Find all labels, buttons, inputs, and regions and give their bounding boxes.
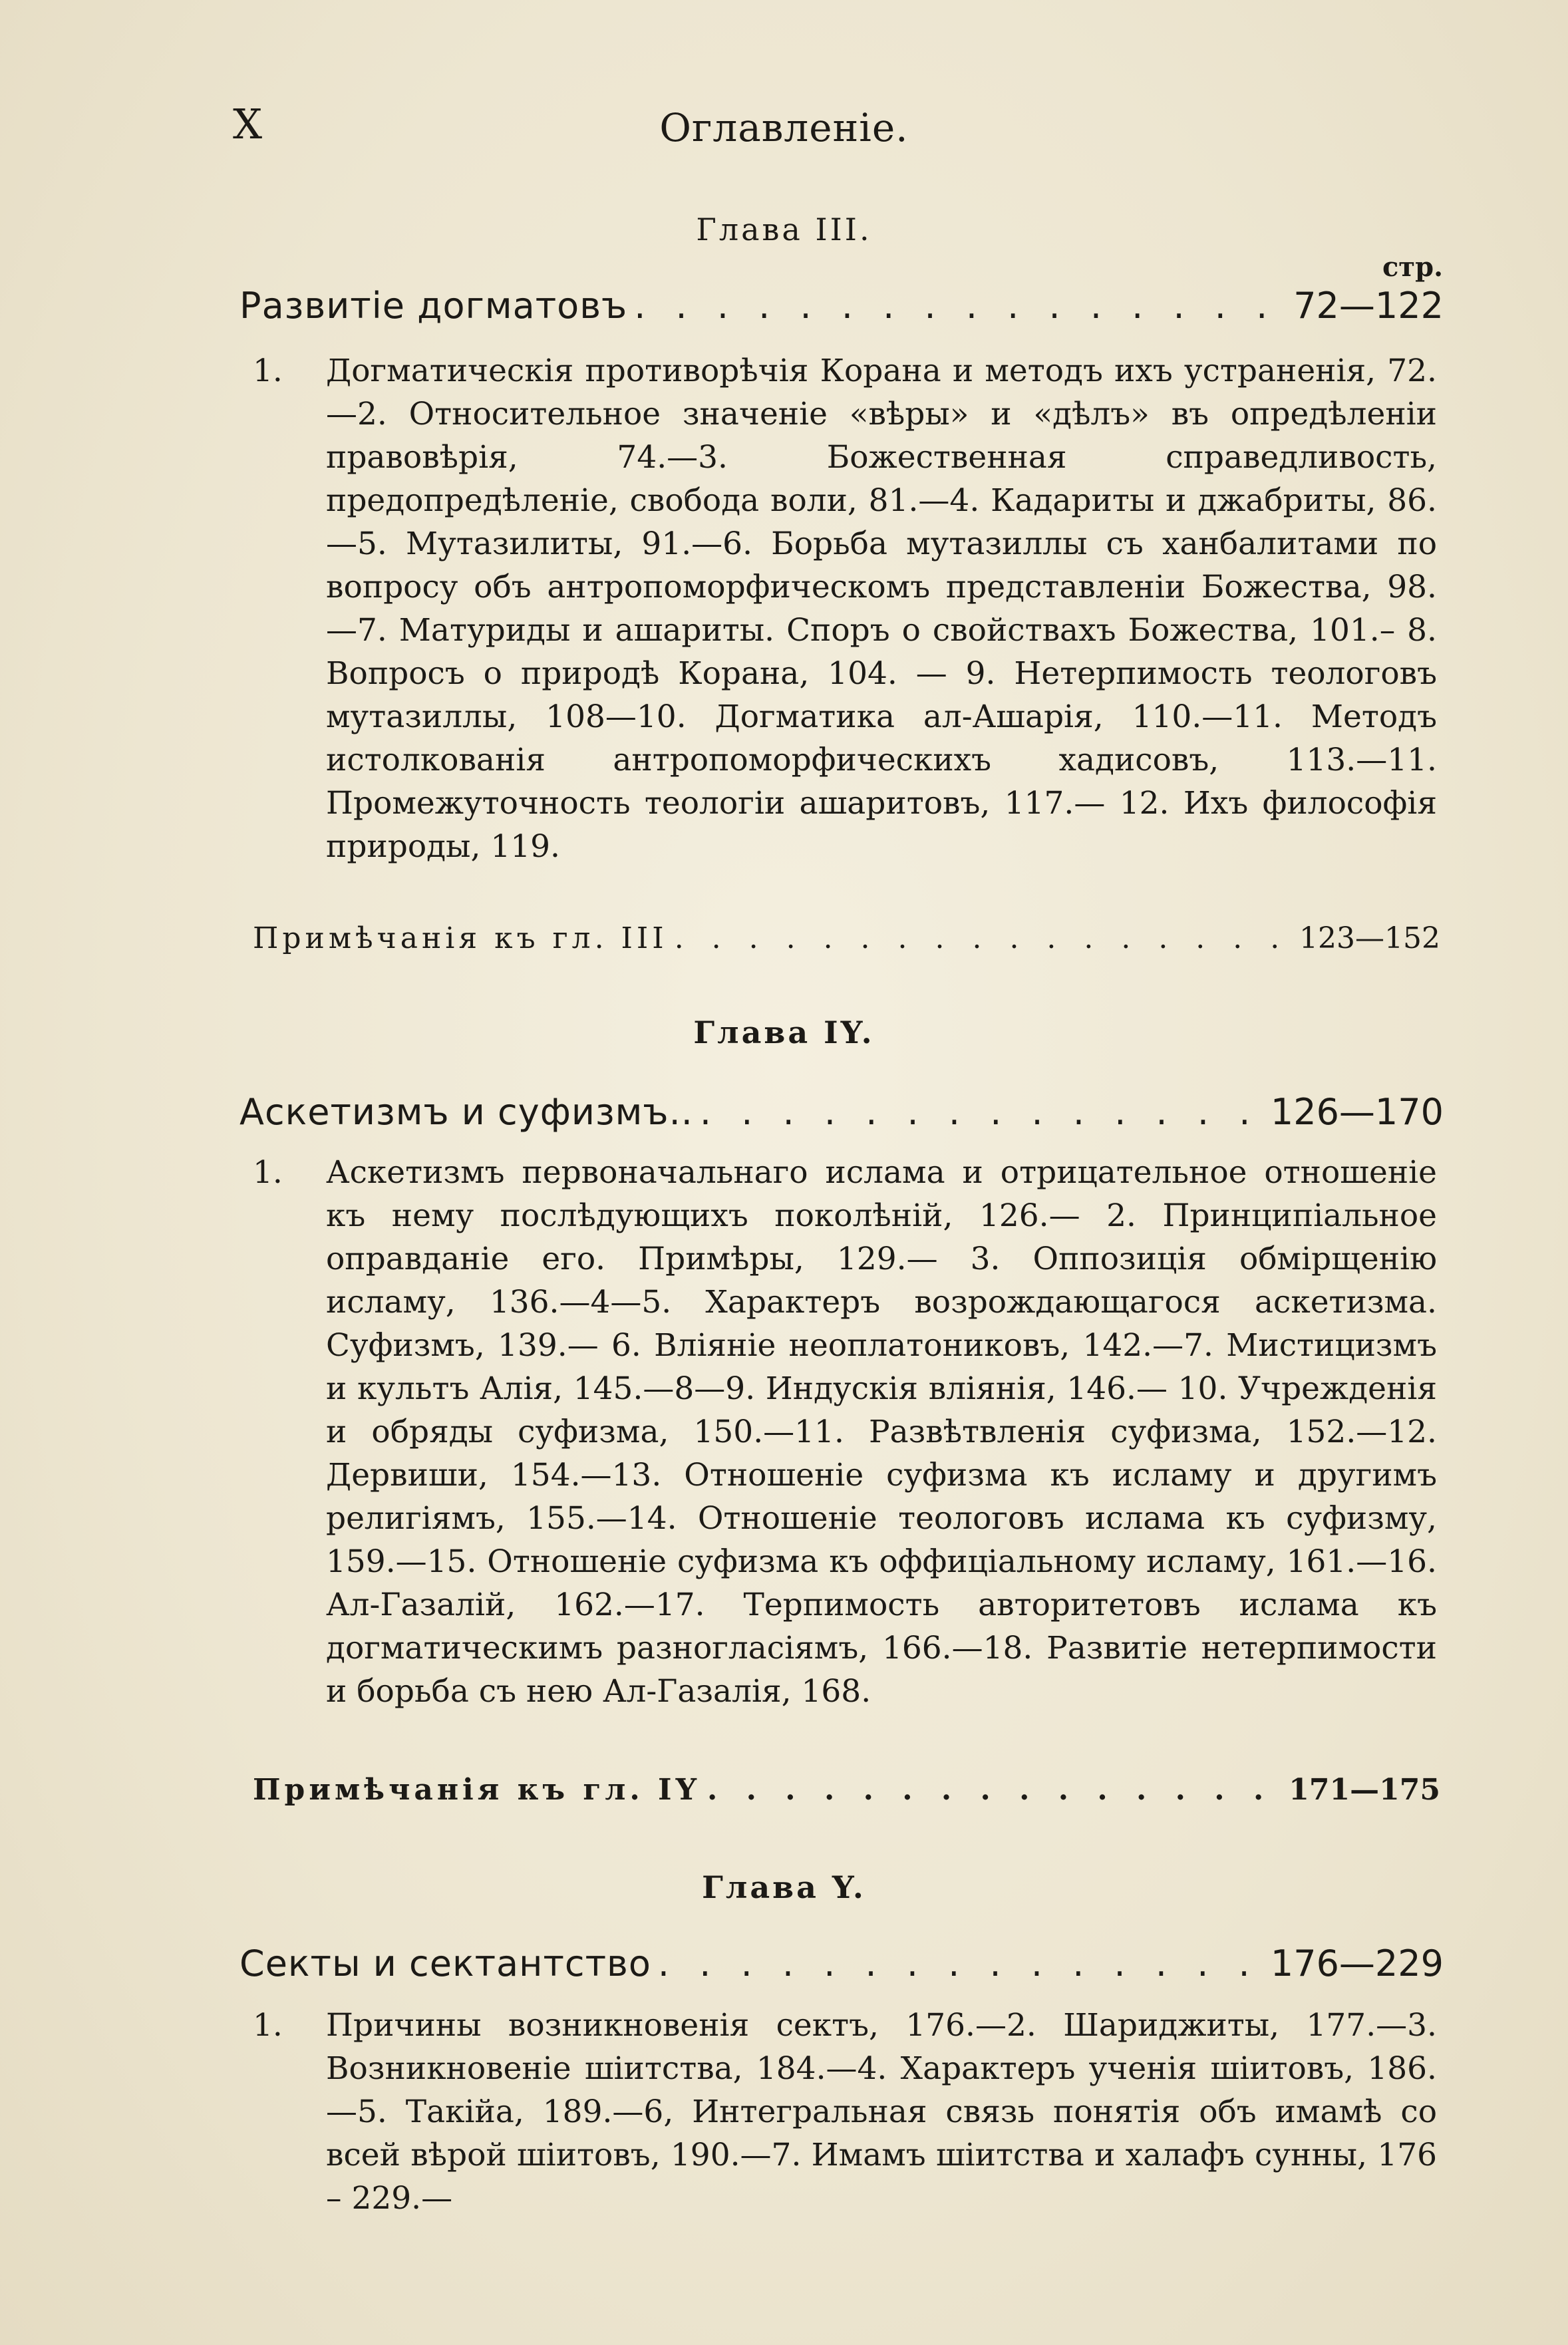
section-title: Секты и сектантство: [239, 1943, 651, 1984]
paragraph-number: 1.: [253, 353, 283, 389]
toc-section-row[interactable]: [239, 1091, 1444, 1133]
chapter-heading: Глава III.: [696, 212, 872, 247]
pages-column-label: стр.: [1382, 251, 1443, 283]
section-title: Развитiе догматовъ: [239, 285, 628, 327]
chapter-heading: Глава IY.: [693, 1015, 875, 1050]
dot-leader: [707, 1773, 1282, 1807]
running-head: Оглавленiе.: [659, 105, 909, 150]
section-pages: 126—170: [1270, 1091, 1444, 1133]
chapter-heading: Глава Y.: [702, 1869, 866, 1905]
notes-title: Примѣчанiя къ гл. IY: [253, 1773, 701, 1807]
section-title: Аскетизмъ и суфизмъ..: [239, 1091, 693, 1133]
notes-pages: 171—175: [1289, 1773, 1440, 1807]
paragraph-text: Причины возникновенiя сектъ, 176.—2. Шариджиты, 177.—3. Возникновенiе шiитства, 184.—4. Характеръ ученiя шiитовъ, 186.—5. Такiйа, 189.—6, Интегральная связь понятiя объ имамѣ со всей вѣрой шiитовъ, 190.—7. Имамъ шiитства и халафъ сунны, 176 – 229.—: [326, 2007, 1437, 2217]
paragraph-text: Догматическiя противорѣчiя Корана и методъ ихъ устраненiя, 72.—2. Относительное значенiе «вѣры» и «дѣлъ» въ опредѣленiи правовѣрiя, 74.—3. Божественная справедливость, предопредѣленiе, свобода воли, 81.—4. Кадариты и джабриты, 86.—5. Мутазилиты, 91.—6. Борьба мутазиллы съ ханбалитами по вопросу объ антропоморфическомъ представленiи Божества, 98.—7. Матуриды и ашариты. Споръ о свойствахъ Божества, 101.– 8. Вопросъ о природѣ Корана, 104. — 9. Нетерпимость теологовъ мутазиллы, 108—10. Догматика ал-Ашарiя, 110.—11. Методъ истолкованiя антропоморфическихъ хадисовъ, 113.—11. Промежуточность теологiи ашаритовъ, 117.— 12. Ихъ философiя природы, 119.: [326, 353, 1437, 865]
paragraph-text: Аскетизмъ первоначальнаго ислама и отрицательное отношенiе къ нему послѣдующихъ поколѣнiй, 126.— 2. Принципiальное оправданiе его. Примѣры, 129.— 3. Оппозицiя обмiрщенiю исламу, 136.—4—5. Характеръ возрождающагося аскетизма. Суфизмъ, 139.— 6. Влiянiе неоплатониковъ, 142.—7. Мистицизмъ и культъ Алiя, 145.—8—9. Индускiя влiянiя, 146.— 10. Учрежденiя и обряды суфизма, 150.—11. Развѣтвленiя суфизма, 152.—12. Дервиши, 154.—13. Отношенiе суфизма къ исламу и другимъ религiямъ, 155.—14. Отношенiе теологовъ ислама къ суфизму, 159.—15. Отношенiе суфизма къ оффицiальному исламу, 161.—16. Ал-Газалiй, 162.—17. Терпимость авторитетовъ ислама къ догматическимъ разногласiямъ, 166.—18. Развитiе нетерпимости и борьба съ нею Ал-Газалiя, 168.: [326, 1154, 1437, 1710]
page-number: X: [233, 100, 264, 148]
notes-pages: 123—152: [1299, 921, 1440, 955]
section-pages: 72—122: [1293, 285, 1444, 327]
toc-section-row[interactable]: [239, 285, 1444, 327]
paragraph-number: 1.: [253, 2007, 283, 2044]
paragraph-number: 1.: [253, 1154, 283, 1191]
toc-section-row[interactable]: [239, 1943, 1444, 1984]
chapter-contents-paragraph: [253, 349, 1437, 868]
chapter-contents-paragraph: [253, 1151, 1437, 1713]
dot-leader: [634, 285, 1287, 327]
toc-notes-row[interactable]: [253, 1773, 1440, 1807]
dot-leader: [658, 1943, 1264, 1984]
section-pages: 176—229: [1270, 1943, 1444, 1984]
chapter-contents-paragraph: [253, 2004, 1437, 2220]
dot-leader: [700, 1091, 1264, 1133]
notes-title: Примѣчанiя къ гл. III: [253, 921, 668, 955]
toc-notes-row[interactable]: [253, 921, 1440, 955]
dot-leader: [675, 921, 1293, 955]
